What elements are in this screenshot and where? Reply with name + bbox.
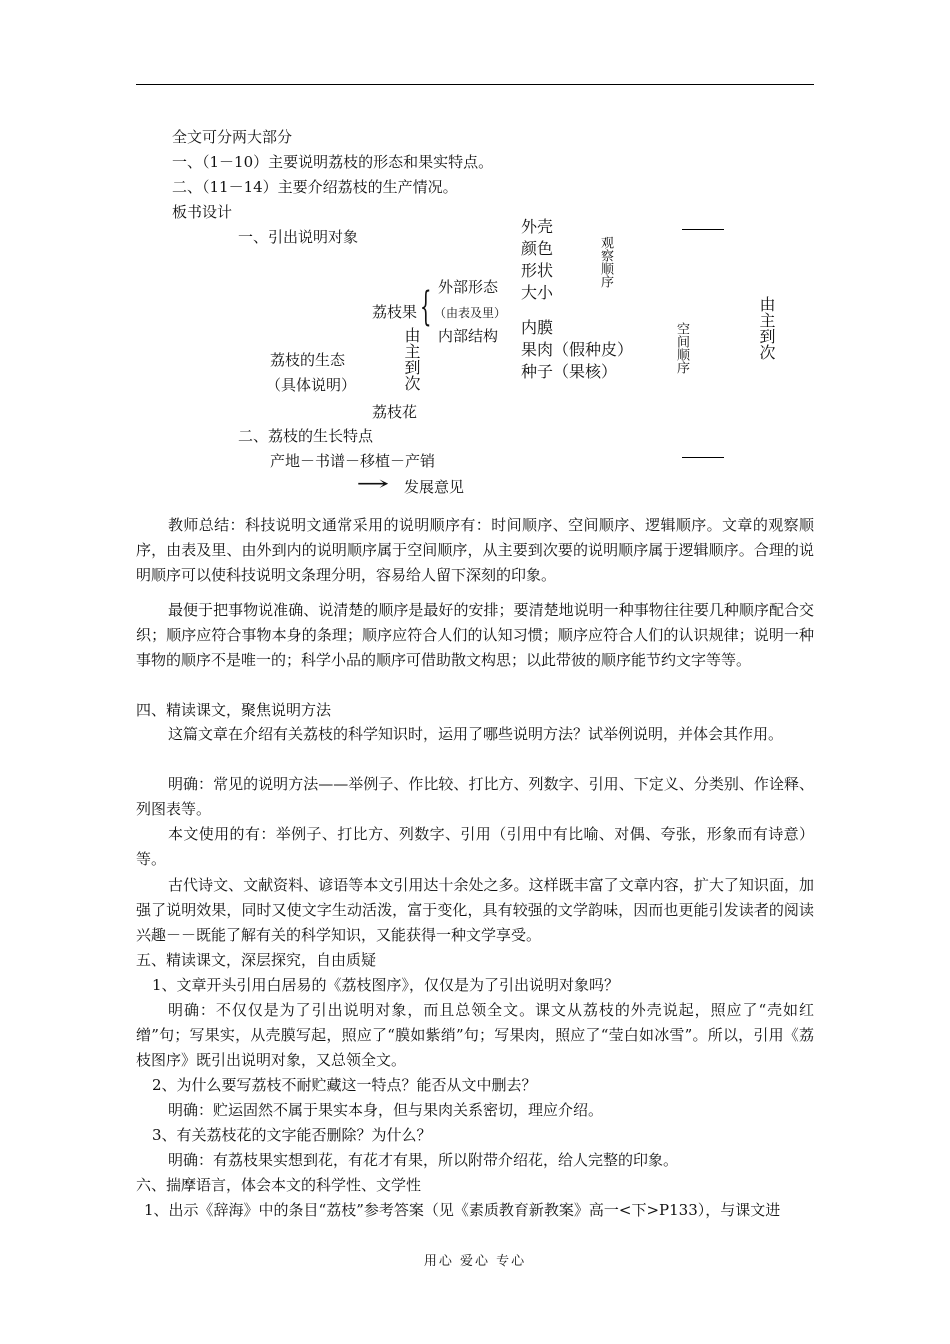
header-rule: [136, 84, 814, 85]
board-flower: 荔枝花: [372, 403, 418, 421]
paragraph: 明确：有荔枝果实想到花，有花才有果，所以附带介绍花，给人完整的印象。: [168, 1151, 679, 1169]
paragraph: 最便于把事物说准确、说清楚的顺序是最好的安排；要清楚地说明一种事物往往要几种顺序配合交织；顺序应符合事物本身的条理；顺序应符合人们的认知习惯；顺序应符合人们的认识规律；说明一种事物的顺序不是唯一的；科学小品的顺序可借助散文构思；以此带彼的顺序能节约文字等等。: [136, 601, 814, 669]
board-arrow: →: [356, 471, 390, 495]
board-outer-item: 颜色: [521, 239, 554, 258]
paragraph: 教师总结：科技说明文通常采用的说明顺序有：时间顺序、空间顺序、逻辑顺序。文章的观察顺序，由表及里、由外到内的说明顺序属于空间顺序，从主要到次要的说明顺序属于逻辑顺序。合理的说明顺序可以使科技说明文条理分明，容易给人留下深刻的印象。: [136, 516, 814, 584]
question: 3、有关荔枝花的文字能否删除？为什么？: [152, 1126, 432, 1144]
section-heading: 六、揣摩语言，体会本文的科学性、文学性: [136, 1176, 422, 1194]
intro-line: 全文可分两大部分: [172, 128, 293, 146]
paragraph: 古代诗文、文献资料、谚语等本文引用达十余处之多。这样既丰富了文章内容，扩大了知识面，加强了说明效果，同时又使文字生动活泼，富于变化，具有较强的文学韵味，因而也更能引发读者的阅读兴趣－－既能了解有关的科学知识，又能获得一种文学享受。: [136, 876, 814, 944]
paragraph: 明确：贮运固然不属于果实本身，但与果肉关系密切，理应介绍。: [168, 1101, 604, 1119]
board-space-order: 空间顺序: [674, 322, 689, 374]
board-right-order: 由主到次: [757, 296, 776, 360]
section-heading: 五、精读课文，深层探究，自由质疑: [136, 951, 377, 969]
paragraph: 明确：不仅仅是为了引出说明对象，而且总领全文。课文从荔枝的外壳说起，照应了“壳如红缯”句；写果实，从壳膜写起，照应了“膜如紫绡”句；写果肉，照应了“莹白如冰雪”。所以，引用《荔枝图序》既引出说明对象，又总领全文。: [136, 1001, 814, 1069]
board-observe-order: 观察顺序: [598, 236, 613, 288]
board-develop: 发展意见: [404, 478, 465, 496]
board-rule-top: [682, 229, 724, 230]
page-footer: 用心 爱心 专心: [423, 1254, 527, 1269]
board-section-1: 一、引出说明对象: [238, 228, 359, 246]
board-inner-item: 种子（果核）: [521, 362, 618, 381]
board-rule-bottom: [682, 457, 724, 458]
intro-line: 二、（11－14）主要介绍荔枝的生产情况。: [172, 178, 458, 196]
board-ecology-note: （具体说明）: [266, 376, 357, 394]
board-brace: {: [420, 284, 432, 330]
question: 1、出示《辞海》中的条目“荔枝”参考答案（见《素质教育新教案》高一<下>P133），与课文进: [144, 1201, 781, 1219]
board-inner: 内部结构: [438, 327, 499, 345]
paragraph: 本文使用的有：举例子、打比方、列数字、引用（引用中有比喻、对偶、夸张，形象而有诗意）等。: [136, 825, 814, 868]
question: 1、文章开头引用白居易的《荔枝图序》，仅仅是为了引出说明对象吗？: [152, 976, 620, 994]
intro-line: 一、（1－10）主要说明荔枝的形态和果实特点。: [172, 153, 494, 171]
paragraph: 这篇文章在介绍有关荔枝的科学知识时，运用了哪些说明方法？试举例说明，并体会其作用。: [168, 725, 784, 743]
section-heading: 四、精读课文，聚焦说明方法: [136, 701, 332, 719]
board-fruit: 荔枝果: [372, 303, 418, 321]
paragraph: 明确：常见的说明方法——举例子、作比较、打比方、列数字、引用、下定义、分类别、作诠释、列图表等。: [136, 775, 814, 818]
board-outer: 外部形态: [438, 278, 499, 296]
board-chain: 产地－书谱－移植－产销: [270, 452, 436, 470]
board-inner-item: 果肉（假种皮）: [521, 340, 634, 359]
board-outer-note: （由表及里）: [434, 306, 507, 320]
intro-line: 板书设计: [172, 203, 233, 221]
board-zhu-ci: 由主到次: [402, 327, 421, 391]
board-outer-item: 外壳: [521, 217, 554, 236]
question: 2、为什么要写荔枝不耐贮藏这一特点？能否从文中删去？: [152, 1076, 537, 1094]
board-outer-item: 大小: [521, 283, 554, 302]
board-outer-item: 形状: [521, 261, 554, 280]
board-ecology: 荔枝的生态: [270, 351, 346, 369]
board-inner-item: 内膜: [521, 318, 554, 337]
board-inner-items: [521, 317, 633, 383]
board-section-2: 二、荔枝的生长特点: [238, 427, 374, 445]
board-outer-items: [521, 216, 553, 304]
